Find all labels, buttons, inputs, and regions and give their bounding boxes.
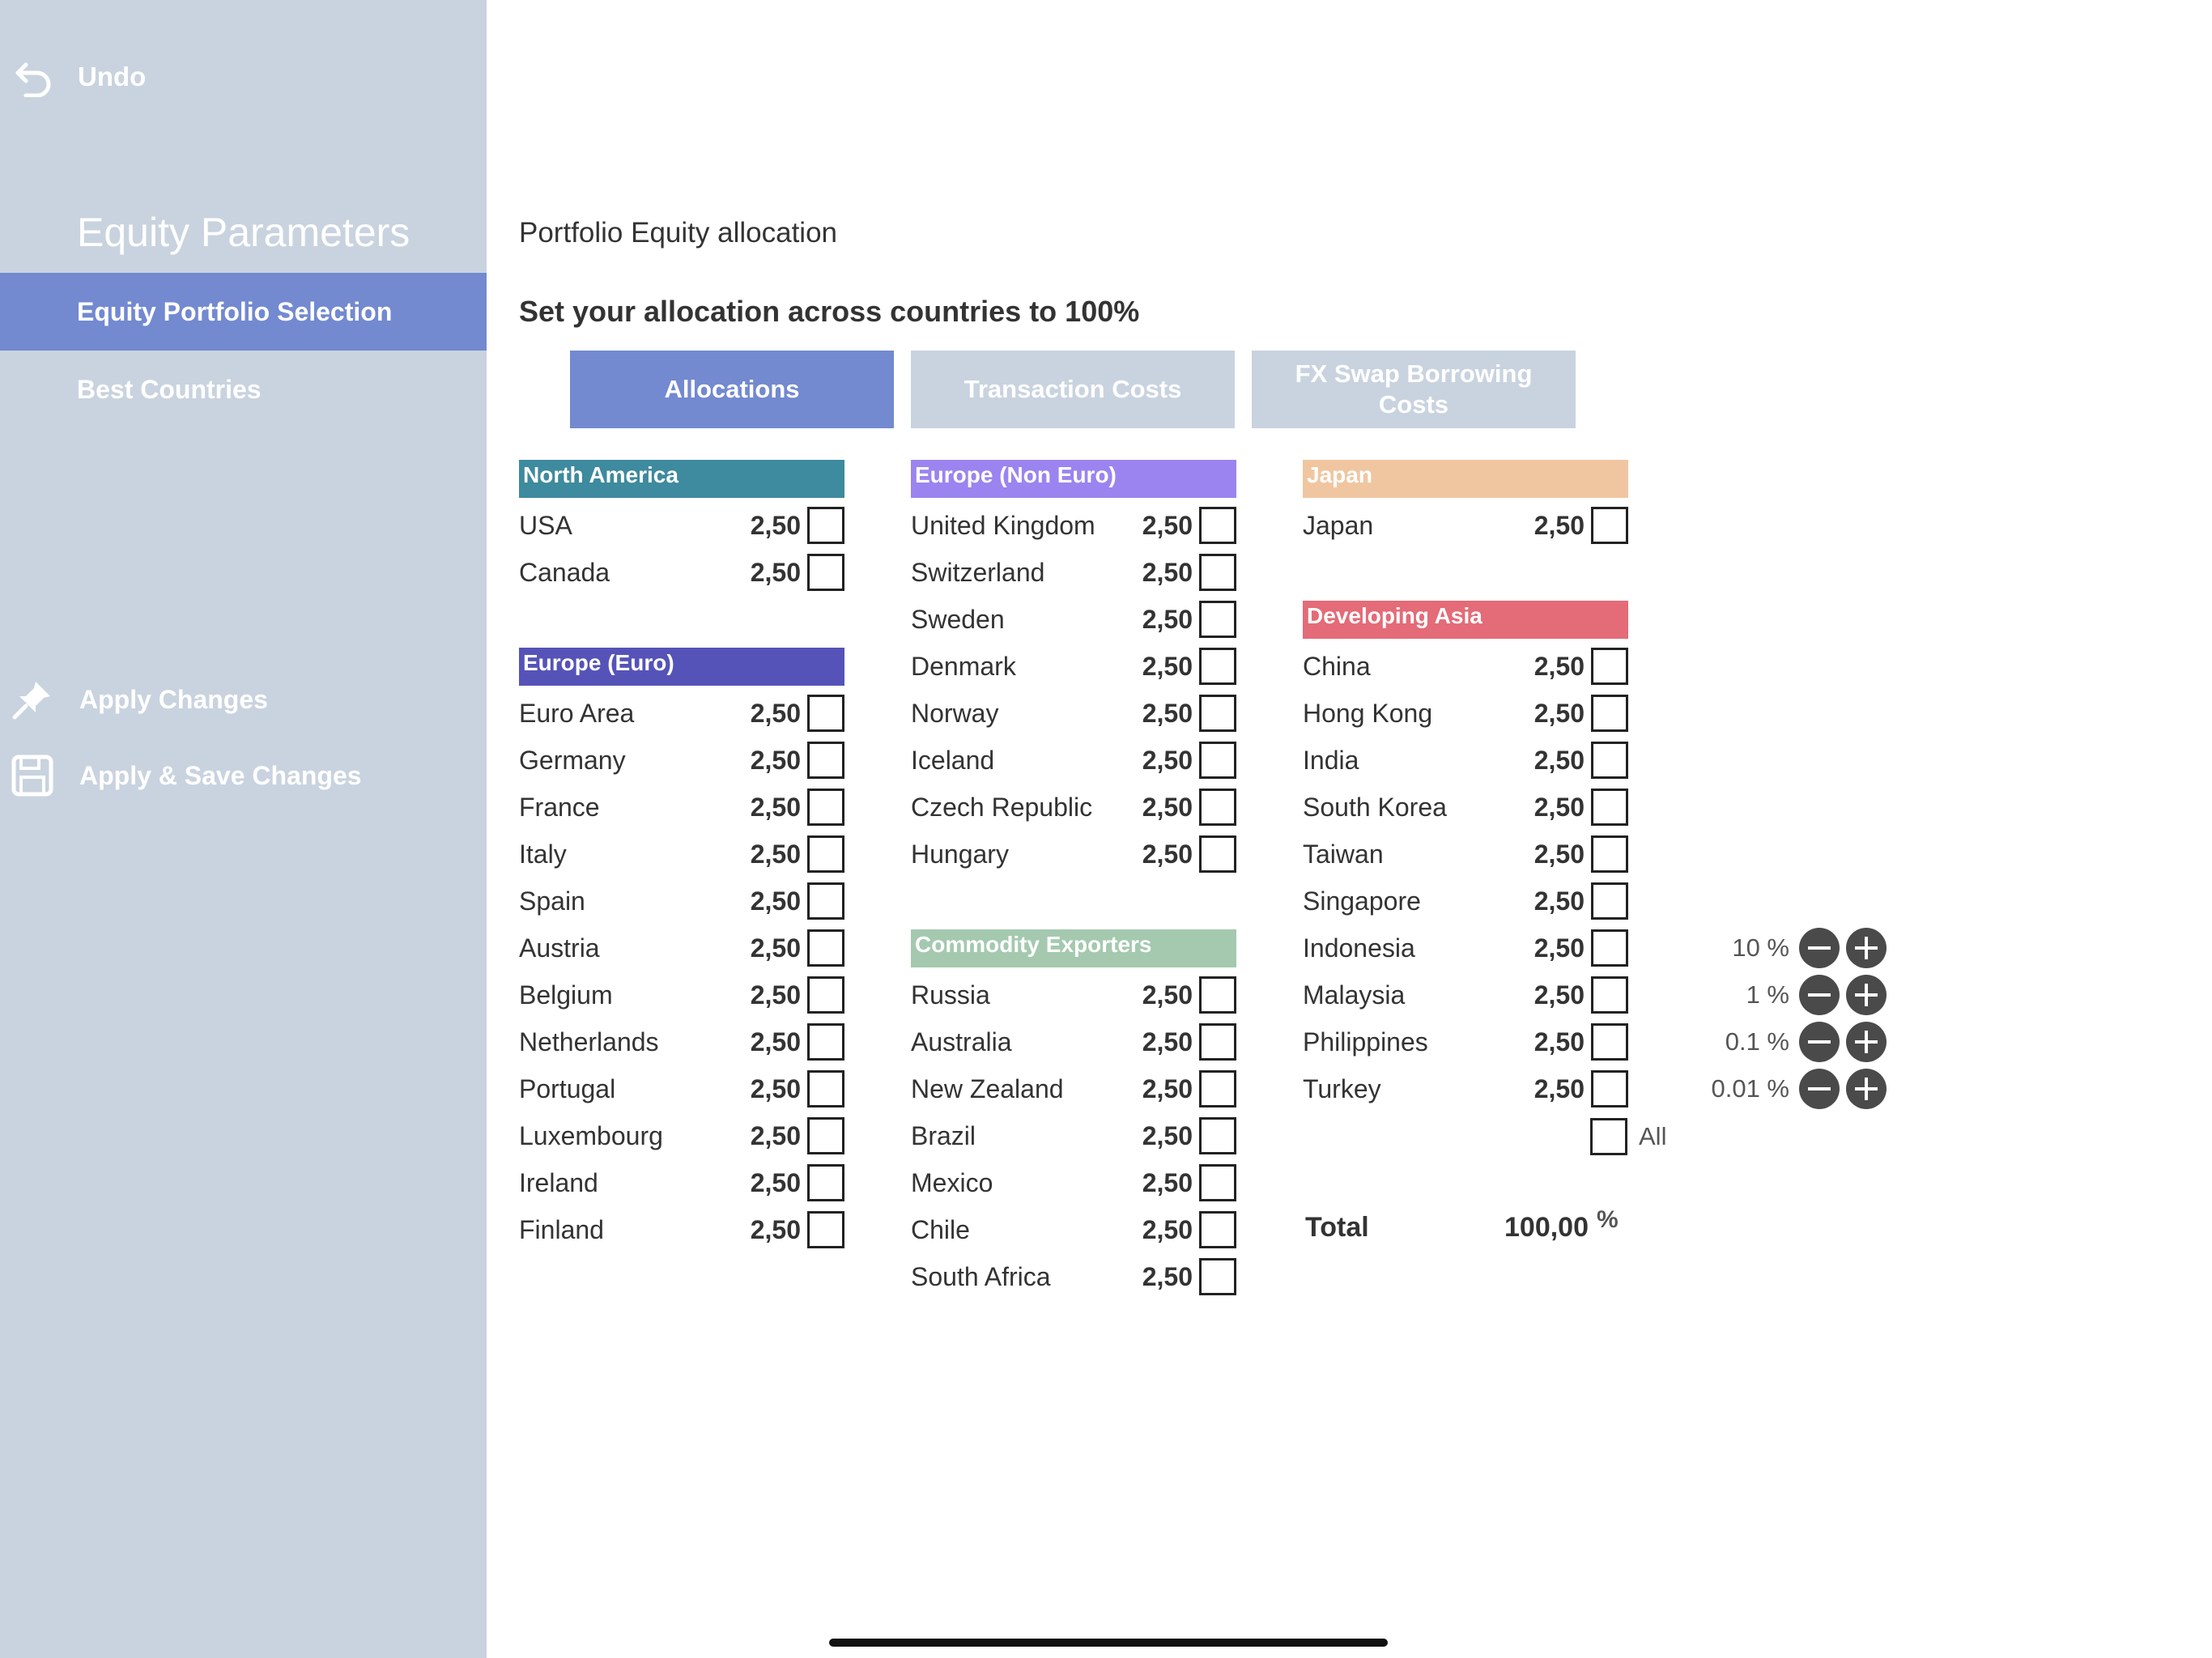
country-name: South Korea <box>1303 792 1447 822</box>
save-icon <box>11 755 53 797</box>
country-row <box>1303 879 1628 923</box>
country-checkbox[interactable] <box>1591 835 1628 873</box>
country-name: Ireland <box>519 1167 598 1197</box>
country-row <box>911 1020 1236 1064</box>
country-name: Netherlands <box>519 1027 659 1056</box>
plus-icon[interactable] <box>1846 975 1887 1015</box>
country-checkbox[interactable] <box>807 976 844 1014</box>
allocation-value[interactable]: 2,50 <box>750 745 801 775</box>
country-name: Brazil <box>911 1120 976 1150</box>
country-checkbox[interactable] <box>1199 789 1236 826</box>
region-header-europe-non-euro: Europe (Non Euro) <box>911 460 1236 498</box>
country-name: China <box>1303 651 1371 681</box>
allocation-value[interactable]: 2,50 <box>750 557 801 587</box>
allocation-value[interactable]: 2,50 <box>750 1167 801 1197</box>
step-label: 0.01 % <box>1711 1074 1789 1103</box>
country-checkbox[interactable] <box>1199 695 1236 732</box>
country-name: Italy <box>519 839 567 869</box>
country-name: Canada <box>519 557 610 587</box>
country-name: Portugal <box>519 1073 616 1103</box>
country-row <box>1303 973 1628 1017</box>
country-row <box>911 1114 1236 1158</box>
country-checkbox[interactable] <box>807 1117 844 1154</box>
country-name: Belgium <box>519 980 613 1010</box>
allocation-value[interactable]: 2,50 <box>1142 745 1193 775</box>
allocation-value[interactable]: 2,50 <box>750 510 801 540</box>
country-checkbox[interactable] <box>1199 1211 1236 1248</box>
country-checkbox[interactable] <box>1591 882 1628 920</box>
sidebar <box>0 0 487 1658</box>
allocation-value[interactable]: 2,50 <box>1142 698 1193 728</box>
country-row <box>1303 1020 1628 1064</box>
country-row <box>911 1255 1236 1299</box>
sidebar-item-label: Best Countries <box>77 374 262 404</box>
home-indicator[interactable] <box>829 1639 1388 1647</box>
allocation-value[interactable]: 2,50 <box>1534 651 1585 681</box>
region-header-japan: Japan <box>1303 460 1628 498</box>
country-name: Spain <box>519 886 585 916</box>
tab-label: FX Swap Borrowing Costs <box>1295 359 1533 419</box>
page-subtitle: Set your allocation across countries to 100% <box>519 295 1140 328</box>
page-title: Portfolio Equity allocation <box>519 217 837 249</box>
country-name: Philippines <box>1303 1027 1428 1056</box>
country-checkbox[interactable] <box>1591 742 1628 779</box>
country-row <box>911 691 1236 735</box>
pin-icon <box>11 678 53 721</box>
country-name: Indonesia <box>1303 933 1415 963</box>
plus-icon[interactable] <box>1846 928 1887 968</box>
country-name: Australia <box>911 1027 1012 1056</box>
country-checkbox[interactable] <box>807 1070 844 1107</box>
country-name: Euro Area <box>519 698 635 728</box>
country-name: United Kingdom <box>911 510 1095 540</box>
country-row <box>1303 691 1628 735</box>
country-checkbox[interactable] <box>1199 1258 1236 1295</box>
allocation-value[interactable]: 2,50 <box>1534 1073 1585 1103</box>
step-control-1 <box>1684 973 1887 1017</box>
country-name: Finland <box>519 1214 604 1244</box>
country-name: USA <box>519 510 572 540</box>
country-checkbox[interactable] <box>1591 976 1628 1014</box>
allocation-value[interactable]: 2,50 <box>1142 1073 1193 1103</box>
country-row <box>911 973 1236 1017</box>
country-checkbox[interactable] <box>1199 1117 1236 1154</box>
country-name: Switzerland <box>911 557 1045 587</box>
country-name: Austria <box>519 933 600 963</box>
country-name: Malaysia <box>1303 980 1406 1010</box>
country-checkbox[interactable] <box>807 929 844 967</box>
allocation-value[interactable]: 2,50 <box>1534 839 1585 869</box>
tab-transaction-costs[interactable] <box>911 351 1235 428</box>
undo-icon <box>15 57 55 97</box>
plus-icon[interactable] <box>1846 1022 1887 1062</box>
country-row <box>519 1208 844 1252</box>
country-row <box>519 691 844 735</box>
country-row <box>911 785 1236 829</box>
allocation-value[interactable]: 2,50 <box>1142 651 1193 681</box>
country-checkbox[interactable] <box>1199 742 1236 779</box>
tab-label: Transaction Costs <box>963 375 1182 403</box>
country-row <box>519 551 844 594</box>
country-row <box>1303 832 1628 876</box>
country-row <box>519 1020 844 1064</box>
tab-label: Allocations <box>664 375 800 403</box>
allocation-value[interactable]: 2,50 <box>750 792 801 822</box>
select-all-label: All <box>1639 1122 1667 1150</box>
country-checkbox[interactable] <box>1591 929 1628 967</box>
minus-icon[interactable] <box>1799 928 1840 968</box>
allocation-value[interactable]: 2,50 <box>750 933 801 963</box>
country-row <box>911 551 1236 594</box>
country-row <box>911 832 1236 876</box>
country-row <box>1303 504 1628 547</box>
allocation-value[interactable]: 2,50 <box>1142 510 1193 540</box>
allocation-value[interactable]: 2,50 <box>1142 604 1193 634</box>
allocation-value[interactable]: 2,50 <box>1142 1214 1193 1244</box>
allocation-value[interactable]: 2,50 <box>1142 1120 1193 1150</box>
country-name: Iceland <box>911 745 995 775</box>
allocation-value[interactable]: 2,50 <box>750 1120 801 1150</box>
country-name: Denmark <box>911 651 1016 681</box>
allocation-value[interactable]: 2,50 <box>1534 980 1585 1010</box>
apply-save-changes-button[interactable] <box>11 755 362 797</box>
country-name: Singapore <box>1303 886 1421 916</box>
country-row <box>519 1067 844 1111</box>
country-checkbox[interactable] <box>1591 507 1628 544</box>
country-checkbox[interactable] <box>1591 789 1628 826</box>
country-row <box>519 785 844 829</box>
country-checkbox[interactable] <box>1199 648 1236 685</box>
country-row <box>519 973 844 1017</box>
allocation-value[interactable]: 2,50 <box>1142 1027 1193 1056</box>
country-name: Hungary <box>911 839 1009 869</box>
step-label: 10 % <box>1732 933 1789 962</box>
country-name: Sweden <box>911 604 1005 634</box>
step-control-0-01 <box>1684 1067 1887 1111</box>
country-checkbox[interactable] <box>1199 1164 1236 1201</box>
country-checkbox[interactable] <box>1199 835 1236 873</box>
region-header-north-america: North America <box>519 460 844 498</box>
allocation-value[interactable]: 2,50 <box>1534 886 1585 916</box>
allocation-value[interactable]: 2,50 <box>1534 698 1585 728</box>
country-name: India <box>1303 745 1359 775</box>
allocation-value[interactable]: 2,50 <box>750 839 801 869</box>
country-checkbox[interactable] <box>1199 507 1236 544</box>
country-row <box>911 644 1236 688</box>
apply-save-changes-label: Apply & Save Changes <box>79 760 362 790</box>
apply-changes-button[interactable] <box>11 678 268 721</box>
country-checkbox[interactable] <box>1199 1070 1236 1107</box>
country-name: France <box>519 792 600 822</box>
allocation-value[interactable]: 2,50 <box>1534 745 1585 775</box>
allocation-value[interactable]: 2,50 <box>1534 933 1585 963</box>
country-checkbox[interactable] <box>807 1023 844 1061</box>
region-header-europe-euro: Europe (Euro) <box>519 648 844 686</box>
allocation-value[interactable]: 2,50 <box>1534 1027 1585 1056</box>
country-name: Norway <box>911 698 999 728</box>
country-row <box>1303 785 1628 829</box>
country-row <box>1303 738 1628 782</box>
country-row <box>1303 926 1628 970</box>
country-row <box>519 832 844 876</box>
country-row <box>1303 644 1628 688</box>
allocation-value[interactable]: 2,50 <box>1142 557 1193 587</box>
step-control-10 <box>1684 926 1887 970</box>
country-row <box>911 1208 1236 1252</box>
country-checkbox[interactable] <box>1199 554 1236 591</box>
country-checkbox[interactable] <box>807 742 844 779</box>
country-checkbox[interactable] <box>1591 1023 1628 1061</box>
allocation-value[interactable]: 2,50 <box>750 698 801 728</box>
country-name: Hong Kong <box>1303 698 1433 728</box>
country-checkbox[interactable] <box>807 1211 844 1248</box>
tab-fx-swap-borrowing-costs[interactable] <box>1252 351 1576 428</box>
sidebar-section-title: Equity Parameters <box>77 210 410 255</box>
minus-icon[interactable] <box>1799 1022 1840 1062</box>
country-name: Russia <box>911 980 990 1010</box>
allocation-value[interactable]: 2,50 <box>1142 980 1193 1010</box>
step-label: 0.1 % <box>1725 1027 1789 1056</box>
country-checkbox[interactable] <box>1199 601 1236 638</box>
country-name: Germany <box>519 745 626 775</box>
country-row <box>911 738 1236 782</box>
minus-icon[interactable] <box>1799 1069 1840 1109</box>
country-row <box>519 738 844 782</box>
country-checkbox[interactable] <box>807 507 844 544</box>
allocation-value[interactable]: 2,50 <box>1534 792 1585 822</box>
step-label: 1 % <box>1746 980 1789 1009</box>
sidebar-item-best-countries[interactable] <box>0 351 487 428</box>
total-value: 100,00 <box>1504 1212 1589 1243</box>
tab-allocations[interactable] <box>570 351 894 428</box>
country-row <box>519 1161 844 1205</box>
allocation-value[interactable]: 2,50 <box>1142 1167 1193 1197</box>
select-all-checkbox[interactable] <box>1590 1118 1627 1155</box>
country-checkbox[interactable] <box>807 554 844 591</box>
country-checkbox[interactable] <box>1591 1070 1628 1107</box>
country-name: Czech Republic <box>911 792 1093 822</box>
region-header-commodity-exporters: Commodity Exporters <box>911 929 1236 967</box>
allocation-value[interactable]: 2,50 <box>750 1027 801 1056</box>
country-name: Luxembourg <box>519 1120 663 1150</box>
region-header-developing-asia: Developing Asia <box>1303 601 1628 639</box>
country-name: Japan <box>1303 510 1374 540</box>
country-checkbox[interactable] <box>1591 695 1628 732</box>
sidebar-item-label: Equity Portfolio Selection <box>77 296 393 326</box>
allocation-value[interactable]: 2,50 <box>1142 839 1193 869</box>
country-row <box>519 879 844 923</box>
country-name: Turkey <box>1303 1073 1381 1103</box>
country-checkbox[interactable] <box>807 882 844 920</box>
country-checkbox[interactable] <box>1199 976 1236 1014</box>
country-checkbox[interactable] <box>807 789 844 826</box>
country-row <box>519 504 844 547</box>
allocation-value[interactable]: 2,50 <box>750 886 801 916</box>
country-row <box>911 1067 1236 1111</box>
country-name: New Zealand <box>911 1073 1064 1103</box>
allocation-value[interactable]: 2,50 <box>1142 792 1193 822</box>
undo-label: Undo <box>78 62 147 91</box>
country-name: Taiwan <box>1303 839 1384 869</box>
country-row <box>1303 1067 1628 1111</box>
allocation-value[interactable]: 2,50 <box>1142 1261 1193 1291</box>
country-checkbox[interactable] <box>1591 648 1628 685</box>
country-checkbox[interactable] <box>1199 1023 1236 1061</box>
select-all-row <box>1590 1118 1666 1155</box>
country-name: South Africa <box>911 1261 1051 1291</box>
country-name: Chile <box>911 1214 970 1244</box>
country-name: Mexico <box>911 1167 993 1197</box>
allocation-value[interactable]: 2,50 <box>750 980 801 1010</box>
sidebar-item-equity-portfolio-selection[interactable] <box>0 273 487 351</box>
allocation-value[interactable]: 2,50 <box>1534 510 1585 540</box>
country-row <box>911 504 1236 547</box>
plus-icon[interactable] <box>1846 1069 1887 1109</box>
minus-icon[interactable] <box>1799 975 1840 1015</box>
total-unit: % <box>1597 1206 1619 1233</box>
allocation-value[interactable]: 2,50 <box>750 1073 801 1103</box>
country-row <box>911 1161 1236 1205</box>
apply-changes-label: Apply Changes <box>79 684 268 714</box>
country-row <box>911 597 1236 641</box>
country-checkbox[interactable] <box>807 1164 844 1201</box>
step-control-0-1 <box>1684 1020 1887 1064</box>
country-row <box>519 926 844 970</box>
allocation-value[interactable]: 2,50 <box>750 1214 801 1244</box>
country-row <box>519 1114 844 1158</box>
country-checkbox[interactable] <box>807 835 844 873</box>
country-checkbox[interactable] <box>807 695 844 732</box>
undo-button[interactable] <box>15 57 146 97</box>
total-label: Total <box>1305 1212 1369 1243</box>
